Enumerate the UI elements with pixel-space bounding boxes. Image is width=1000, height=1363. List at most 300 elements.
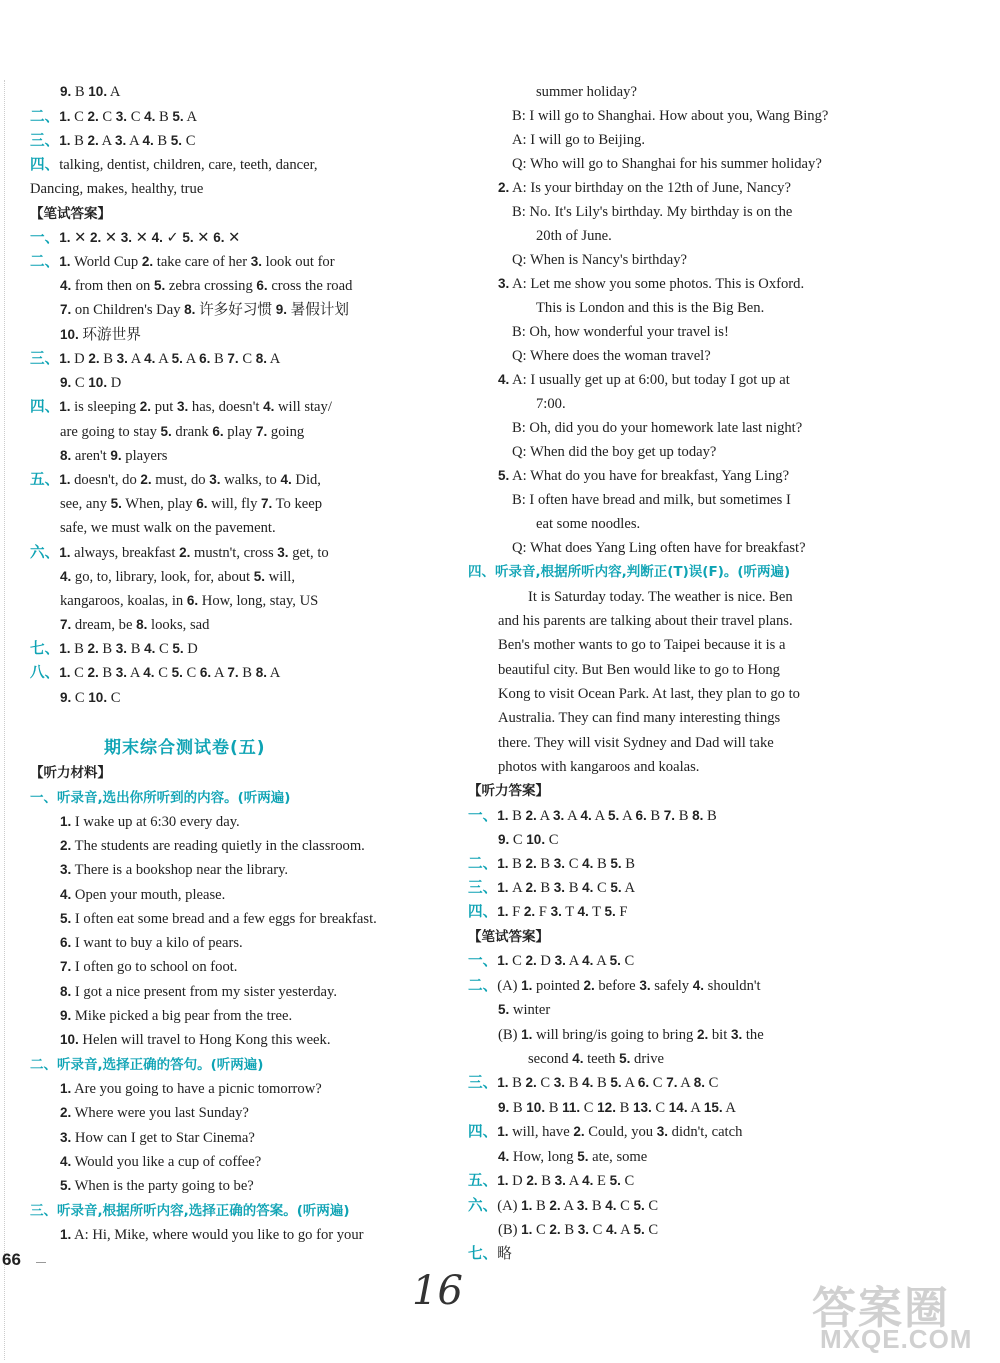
left-line bbox=[60, 565, 295, 589]
item-number: 10. bbox=[526, 1100, 546, 1115]
item-number: 4. bbox=[582, 1075, 594, 1090]
answer-text: (B) bbox=[498, 1222, 522, 1238]
item-number: 5. bbox=[633, 1222, 645, 1237]
item-number: 8. bbox=[255, 351, 267, 366]
answer-text: B: I will go to Shanghai. How about you, Wang Bing? bbox=[512, 108, 829, 124]
right-line bbox=[468, 1120, 742, 1144]
right-line bbox=[468, 560, 790, 584]
left-line bbox=[60, 686, 120, 710]
left-line bbox=[60, 1174, 254, 1198]
answer-text: B bbox=[153, 133, 171, 149]
item-number: 2. bbox=[525, 880, 537, 895]
right-line bbox=[498, 1023, 764, 1047]
item-number: 1. bbox=[497, 904, 509, 919]
item-number: 1. bbox=[59, 641, 71, 656]
item-number: 3. bbox=[60, 862, 72, 877]
answer-text: Open your mouth, please. bbox=[71, 887, 226, 903]
left-line bbox=[60, 516, 276, 540]
answer-text: Mike picked a big pear from the tree. bbox=[71, 1008, 293, 1024]
item-number: 5. bbox=[577, 1149, 589, 1164]
right-line bbox=[498, 464, 789, 488]
answer-text: mustn't, cross bbox=[190, 545, 278, 561]
answer-text: eat some noodles. bbox=[536, 516, 641, 532]
left-line bbox=[60, 80, 120, 104]
item-number: 2. bbox=[88, 351, 100, 366]
item-number: 3. bbox=[730, 1027, 743, 1042]
item-number: 3. bbox=[554, 953, 566, 968]
item-number: 5. bbox=[498, 468, 510, 483]
item-number: 4. bbox=[142, 133, 154, 148]
item-number: 1. bbox=[60, 1227, 72, 1242]
item-number: 4. bbox=[60, 887, 72, 902]
item-number: 10. bbox=[60, 1032, 79, 1047]
right-line bbox=[512, 128, 645, 152]
answer-text: ✕ bbox=[132, 230, 152, 246]
part-label: 【笔试答案】 bbox=[30, 206, 111, 222]
answer-text: B bbox=[508, 856, 526, 872]
answer-text: How can I get to Star Cinema? bbox=[71, 1130, 255, 1146]
answer-text: ✕ bbox=[193, 230, 214, 246]
item-number: 9. bbox=[275, 302, 287, 317]
answer-text: A bbox=[565, 1173, 583, 1189]
item-number: 2. bbox=[60, 1105, 72, 1120]
answer-text: kangaroos, koalas, in bbox=[60, 593, 187, 609]
answer-text: I often eat some bread and a few eggs for breakfast. bbox=[71, 911, 377, 927]
answer-text: I wake up at 6:30 every day. bbox=[71, 814, 240, 830]
item-number: 5. bbox=[160, 424, 172, 439]
item-number: 3. bbox=[553, 808, 565, 823]
answer-text: C bbox=[98, 109, 116, 125]
part-label: 【笔试答案】 bbox=[468, 929, 549, 945]
section-marker: 二、 bbox=[468, 856, 498, 872]
left-line bbox=[60, 298, 349, 322]
answer-text: B bbox=[703, 808, 717, 824]
section-heading: 三、听录音,根据所听内容,选择正确的答案。(听两遍) bbox=[30, 1203, 350, 1219]
answer-text: B: Oh, did you do your homework late last night? bbox=[512, 420, 803, 436]
answer-text: walks, to bbox=[220, 472, 281, 488]
item-number: 2. bbox=[87, 133, 99, 148]
item-number: 5. bbox=[610, 856, 622, 871]
answer-text: B bbox=[588, 1198, 606, 1214]
answer-text: dream, be bbox=[71, 617, 137, 633]
answer-text: The students are reading quietly in the classroom. bbox=[71, 838, 365, 854]
answer-text: D bbox=[508, 1173, 527, 1189]
right-line bbox=[512, 344, 711, 368]
item-number: 7. bbox=[227, 665, 239, 680]
item-number: 15. bbox=[703, 1100, 723, 1115]
answer-text: D bbox=[536, 953, 555, 969]
item-number: 2. bbox=[90, 230, 102, 245]
item-number: 4. bbox=[582, 880, 594, 895]
item-number: 5. bbox=[608, 808, 620, 823]
item-number: 2. bbox=[87, 641, 99, 656]
answer-text: A bbox=[619, 808, 636, 824]
answer-text: from then on bbox=[71, 278, 154, 294]
answer-text: A: What do you have for breakfast, Yang Ling? bbox=[509, 468, 790, 484]
item-number: 3. bbox=[116, 351, 128, 366]
left-line bbox=[60, 323, 141, 347]
answer-text: When, play bbox=[121, 496, 197, 512]
answer-text: Q: Who will go to Shanghai for his summer holiday? bbox=[512, 156, 822, 172]
item-number: 2. bbox=[498, 180, 510, 195]
answer-text: aren't bbox=[71, 448, 111, 464]
answer-text: take care of her bbox=[153, 254, 251, 270]
item-number: 1. bbox=[60, 1081, 72, 1096]
answer-text: Did, bbox=[291, 472, 321, 488]
item-number: 6. bbox=[635, 808, 647, 823]
answer-text: B bbox=[71, 84, 89, 100]
answer-text: A bbox=[98, 133, 115, 149]
answer-text: B bbox=[98, 665, 116, 681]
left-line bbox=[60, 371, 121, 395]
answer-text: ✓ bbox=[162, 230, 183, 246]
answer-text: A: I will go to Beijing. bbox=[512, 132, 645, 148]
item-number: 13. bbox=[632, 1100, 652, 1115]
answer-text: How, long bbox=[509, 1149, 578, 1165]
answer-text: C bbox=[620, 1173, 635, 1189]
item-number: 3. bbox=[553, 880, 566, 895]
section-marker: 一、 bbox=[30, 230, 60, 246]
item-number: 1. bbox=[521, 978, 533, 993]
right-line bbox=[512, 416, 802, 440]
item-number: 5. bbox=[171, 665, 183, 680]
left-line bbox=[60, 589, 318, 613]
item-number: 1. bbox=[497, 1075, 509, 1090]
answer-text: Dancing, makes, healthy, true bbox=[30, 181, 204, 197]
right-line bbox=[468, 949, 634, 973]
answer-text: pointed bbox=[532, 978, 584, 994]
item-number: 5. bbox=[60, 1178, 72, 1193]
answer-text: A: Is your birthday on the 12th of June, Nancy? bbox=[509, 180, 791, 196]
section-marker: 六、 bbox=[30, 545, 60, 561]
item-number: 6. bbox=[60, 935, 72, 950]
item-number: 5. bbox=[498, 1002, 510, 1017]
answer-text: To keep bbox=[272, 496, 323, 512]
item-number: 5. bbox=[610, 880, 622, 895]
answer-text: C bbox=[70, 665, 88, 681]
answer-text: C bbox=[532, 1222, 550, 1238]
answer-text: will stay/ bbox=[274, 399, 332, 415]
answer-text: E bbox=[593, 1173, 610, 1189]
left-line bbox=[60, 492, 322, 516]
item-number: 4. bbox=[60, 569, 72, 584]
item-number: 9. bbox=[60, 84, 72, 99]
left-line bbox=[60, 420, 304, 444]
left-line bbox=[30, 395, 332, 419]
item-number: 8. bbox=[136, 617, 148, 632]
item-number: 5. bbox=[153, 278, 166, 293]
answer-text: before bbox=[594, 978, 640, 994]
item-number: 7. bbox=[666, 1075, 678, 1090]
answer-text: A bbox=[617, 1222, 634, 1238]
item-number: 6. bbox=[637, 1075, 650, 1090]
answer-text: C bbox=[127, 109, 145, 125]
item-number: 1. bbox=[59, 230, 71, 245]
answer-text: A bbox=[687, 1100, 704, 1116]
answer-text: A bbox=[126, 133, 143, 149]
answer-text: ✕ bbox=[70, 230, 90, 246]
answer-text: A bbox=[508, 880, 526, 896]
answer-text: get, to bbox=[288, 545, 329, 561]
answer-text: look out for bbox=[262, 254, 335, 270]
item-number: 4. bbox=[498, 372, 510, 387]
item-number: 4. bbox=[263, 399, 275, 414]
answer-text: C bbox=[71, 375, 89, 391]
answer-text: C bbox=[154, 665, 172, 681]
item-number: 1. bbox=[59, 472, 71, 487]
answer-text: World Cup bbox=[70, 254, 142, 270]
section-heading: 一、听录音,选出你所听到的内容。(听两遍) bbox=[30, 790, 291, 806]
item-number: 4. bbox=[280, 472, 292, 487]
item-number: 4. bbox=[143, 665, 155, 680]
section-marker: 二、 bbox=[30, 254, 60, 270]
left-line bbox=[30, 226, 240, 250]
answer-text: Q: When did the boy get up today? bbox=[512, 444, 717, 460]
section-marker: 七、 bbox=[468, 1246, 498, 1262]
answer-text: I often go to school on foot. bbox=[71, 959, 238, 975]
item-number: 2. bbox=[141, 254, 154, 269]
answer-text: A bbox=[182, 351, 200, 367]
answer-text: drank bbox=[171, 424, 213, 440]
item-number: 4. bbox=[144, 109, 156, 124]
item-number: 4. bbox=[144, 641, 156, 656]
answer-text: D bbox=[70, 351, 89, 367]
item-number: 1. bbox=[497, 1124, 509, 1139]
item-number: 1. bbox=[497, 808, 509, 823]
item-number: 2. bbox=[573, 1124, 585, 1139]
answer-text: and his parents are talking about their travel plans. bbox=[498, 613, 793, 629]
item-number: 6. bbox=[186, 593, 199, 608]
answer-text: B bbox=[536, 880, 554, 896]
left-line bbox=[30, 250, 335, 274]
item-number: 2. bbox=[526, 1173, 538, 1188]
right-line bbox=[468, 925, 549, 949]
section-marker: 三、 bbox=[468, 880, 498, 896]
answer-text: ✕ bbox=[101, 230, 121, 246]
left-line bbox=[30, 661, 280, 685]
left-line bbox=[30, 153, 318, 177]
item-number: 3. bbox=[115, 133, 127, 148]
item-number: 3. bbox=[115, 665, 128, 680]
item-number: 10. bbox=[88, 84, 108, 99]
right-line bbox=[512, 152, 822, 176]
answer-text: B bbox=[621, 856, 636, 872]
answer-text: B bbox=[675, 808, 693, 824]
item-number: 5. bbox=[170, 133, 183, 148]
right-line bbox=[468, 804, 717, 828]
answer-text: play bbox=[223, 424, 257, 440]
item-number: 8. bbox=[60, 448, 72, 463]
item-number: 5. bbox=[609, 1173, 621, 1188]
item-number: 8. bbox=[693, 1075, 705, 1090]
item-number: 5. bbox=[619, 1051, 631, 1066]
item-number: 2. bbox=[583, 978, 595, 993]
answer-text: see, any bbox=[60, 496, 111, 512]
item-number: 4. bbox=[577, 904, 589, 919]
answer-text: 7:00. bbox=[536, 396, 566, 412]
item-number: 4. bbox=[60, 1154, 72, 1169]
answer-text: B bbox=[646, 808, 664, 824]
item-number: 1. bbox=[521, 1027, 533, 1042]
answer-text: C bbox=[155, 641, 173, 657]
answer-text: C bbox=[545, 832, 559, 848]
answer-text: looks, sad bbox=[147, 617, 210, 633]
answer-text: B bbox=[210, 351, 228, 367]
answer-text: A bbox=[266, 351, 281, 367]
part-label: 【听力答案】 bbox=[468, 783, 549, 799]
right-line bbox=[498, 706, 780, 730]
answer-text: 略 bbox=[497, 1246, 512, 1262]
section-marker: 六、 bbox=[468, 1198, 498, 1214]
item-number: 4. bbox=[606, 1222, 618, 1237]
left-line bbox=[60, 1101, 249, 1125]
item-number: 9. bbox=[498, 1100, 510, 1115]
answer-text: on Children's Day bbox=[71, 302, 185, 318]
answer-text: 环游世界 bbox=[78, 327, 141, 343]
right-line bbox=[536, 512, 640, 536]
answer-text: go, to, library, look, for, about bbox=[71, 569, 254, 585]
answer-text: Where were you last Sunday? bbox=[71, 1105, 249, 1121]
item-number: 2. bbox=[525, 856, 537, 871]
item-number: 3. bbox=[550, 904, 562, 919]
answer-text: C bbox=[644, 1222, 659, 1238]
item-number: 3. bbox=[277, 545, 289, 560]
item-number: 5. bbox=[604, 904, 616, 919]
left-line bbox=[60, 858, 288, 882]
item-number: 7. bbox=[60, 959, 72, 974]
section-marker: 七、 bbox=[30, 641, 60, 657]
answer-text: safely bbox=[650, 978, 693, 994]
left-line bbox=[30, 468, 321, 492]
section-heading: 二、听录音,选择正确的答句。(听两遍) bbox=[30, 1057, 264, 1073]
answer-text: B bbox=[615, 1100, 633, 1116]
answer-text: Q: What does Yang Ling often have for breakfast? bbox=[512, 540, 806, 556]
answer-text: doesn't, do bbox=[70, 472, 141, 488]
answer-text: bit bbox=[708, 1027, 731, 1043]
right-line bbox=[512, 488, 791, 512]
section-marker: 二、 bbox=[30, 109, 60, 125]
answer-text: C bbox=[651, 1100, 669, 1116]
answer-text: safe, we must walk on the pavement. bbox=[60, 520, 276, 536]
answer-text: Q: Where does the woman travel? bbox=[512, 348, 711, 364]
answer-text: going bbox=[267, 424, 305, 440]
right-line bbox=[528, 1047, 664, 1071]
item-number: 3. bbox=[250, 254, 263, 269]
item-number: 6. bbox=[256, 278, 268, 293]
answer-text: the bbox=[742, 1027, 764, 1043]
answer-text: B bbox=[536, 856, 554, 872]
item-number: 2. bbox=[179, 545, 191, 560]
answer-text: F bbox=[535, 904, 551, 920]
right-line bbox=[498, 272, 804, 296]
answer-text: will, bbox=[265, 569, 296, 585]
item-number: 9. bbox=[110, 448, 122, 463]
answer-text: B bbox=[532, 1198, 550, 1214]
section-marker: 四、 bbox=[30, 399, 60, 415]
answer-text: Would you like a cup of coffee? bbox=[71, 1154, 262, 1170]
answer-text: (A) bbox=[497, 978, 522, 994]
right-line bbox=[498, 609, 793, 633]
right-line bbox=[468, 1169, 634, 1193]
right-line bbox=[498, 755, 699, 779]
section-marker: 四、 bbox=[468, 1124, 498, 1140]
item-number: 1. bbox=[59, 665, 71, 680]
item-number: 5. bbox=[172, 109, 184, 124]
answer-text: A bbox=[593, 953, 610, 969]
item-number: 1. bbox=[59, 399, 71, 414]
answer-text: B: I often have bread and milk, but sometimes I bbox=[512, 492, 791, 508]
item-number: 1. bbox=[59, 254, 71, 269]
answer-text: A bbox=[722, 1100, 736, 1116]
item-number: 10. bbox=[88, 690, 108, 705]
answer-text: When is the party going to be? bbox=[71, 1178, 254, 1194]
left-line bbox=[60, 1077, 322, 1101]
right-line bbox=[512, 200, 792, 224]
answer-text: C bbox=[70, 109, 88, 125]
item-number: 5. bbox=[171, 351, 183, 366]
watermark bbox=[806, 1272, 996, 1358]
answer-text: A bbox=[127, 665, 144, 681]
item-number: 7. bbox=[227, 351, 239, 366]
answer-text: B bbox=[545, 1100, 563, 1116]
section-marker: 四、 bbox=[30, 157, 60, 173]
page-number: 66 bbox=[2, 1250, 21, 1269]
answer-text: 20th of June. bbox=[536, 228, 612, 244]
right-line bbox=[512, 440, 716, 464]
right-line bbox=[468, 974, 761, 998]
item-number: 4. bbox=[582, 1173, 594, 1188]
item-number: 5. bbox=[60, 911, 72, 926]
answer-text: I got a nice present from my sister yesterday. bbox=[71, 984, 337, 1000]
item-number: 1. bbox=[497, 1173, 509, 1188]
item-number: 2. bbox=[525, 808, 537, 823]
margin-rule bbox=[4, 80, 5, 1360]
answer-text: Could, you bbox=[584, 1124, 657, 1140]
right-line bbox=[512, 320, 729, 344]
answer-text: T bbox=[561, 904, 578, 920]
item-number: 4. bbox=[582, 856, 594, 871]
answer-text: talking, dentist, children, care, teeth, dancer, bbox=[59, 157, 318, 173]
right-line bbox=[468, 876, 635, 900]
item-number: 3. bbox=[120, 230, 133, 245]
left-line bbox=[30, 105, 197, 129]
answer-text: B bbox=[127, 641, 145, 657]
right-line bbox=[512, 248, 687, 272]
item-number: 5. bbox=[633, 1198, 645, 1213]
item-number: 5. bbox=[610, 1075, 622, 1090]
item-number: 1. bbox=[59, 133, 71, 148]
item-number: 2. bbox=[696, 1027, 709, 1042]
answer-text: Ben's mother wants to go to Taipei because it is a bbox=[498, 637, 786, 653]
left-line bbox=[30, 1199, 350, 1223]
item-number: 1. bbox=[59, 109, 71, 124]
item-number: 2. bbox=[525, 1075, 537, 1090]
item-number: 1. bbox=[497, 953, 509, 968]
item-number: 6. bbox=[196, 496, 208, 511]
right-line bbox=[498, 998, 550, 1022]
answer-text: 许多好习惯 bbox=[195, 302, 276, 318]
section-marker: 一、 bbox=[468, 953, 498, 969]
answer-text: beautiful city. But Ben would like to go to Hong bbox=[498, 662, 780, 678]
answer-text: C bbox=[644, 1198, 659, 1214]
item-number: 3. bbox=[554, 1173, 566, 1188]
item-number: 3. bbox=[656, 1124, 669, 1139]
item-number: 4. bbox=[498, 1149, 510, 1164]
right-line bbox=[498, 633, 785, 657]
answer-text: This is London and this is the Big Ben. bbox=[536, 300, 765, 316]
item-number: 4. bbox=[605, 1198, 617, 1213]
item-number: 3. bbox=[639, 978, 651, 993]
